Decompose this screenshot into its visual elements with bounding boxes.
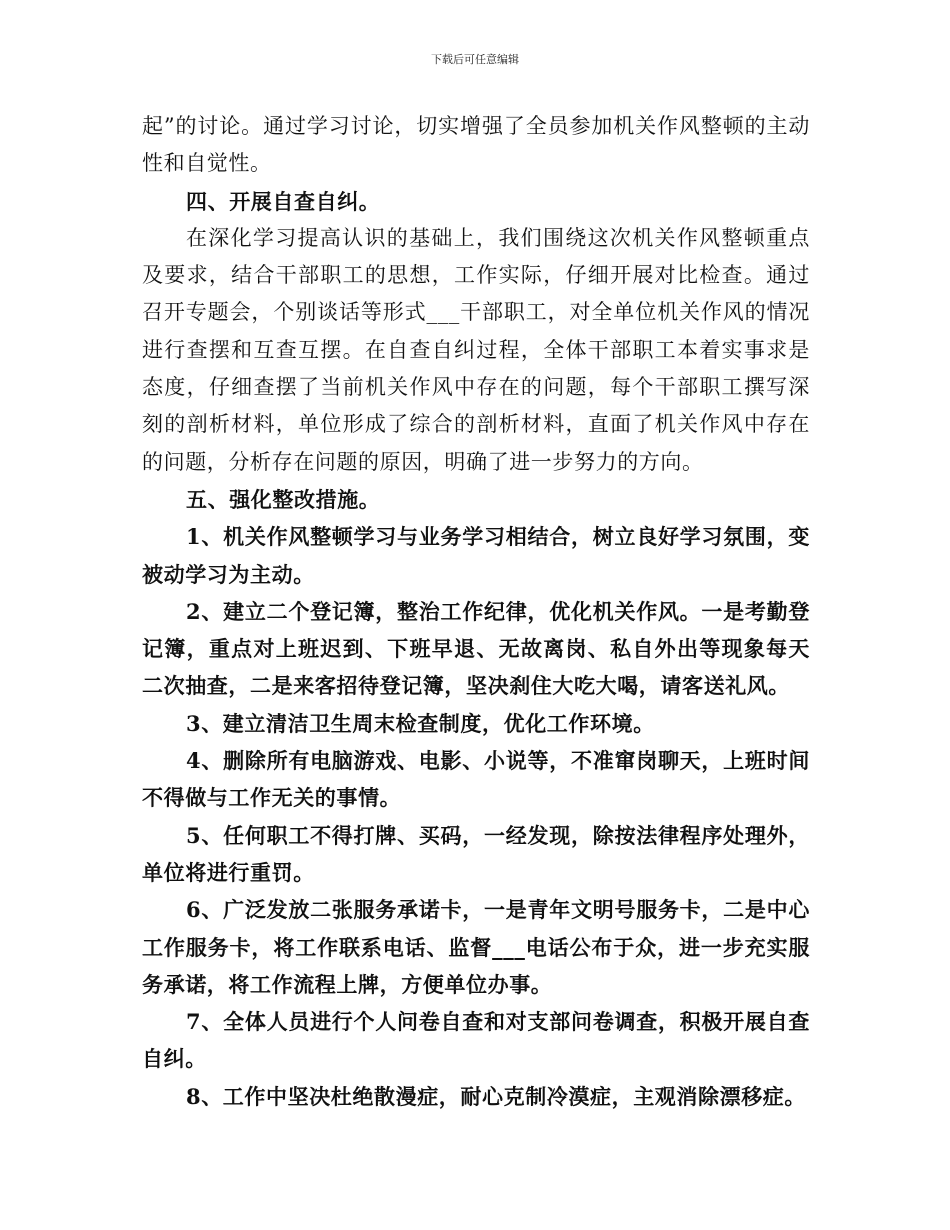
measure-item-8: 8、工作中坚决杜绝散漫症，耐心克制冷漠症，主观消除漂移症。 [186,1083,807,1109]
paragraph-self-inspection: 在深化学习提高认识的基础上，我们围绕这次机关作风整顿重点及要求，结合干部职工的思想，工作实际，仔细开展对比检查。通过召开专题会，个别谈话等形式___干部职工，对全单位机关作风的情况进行查摆和互查互摆。在自查自纠过程，全体干部职工本着实事求是态度，仔细查摆了当前机关作风中存在的问题，每个干部职工撰写深刻的剖析材料，单位形成了综合的剖析材料，直面了机关作风中存在的问题，分析存在问题的原因，明确了进一步努力的方向。 [142,225,810,474]
section-heading-rectification: 五、强化整改措施。 [186,486,381,512]
measure-item-5: 5、任何职工不得打牌、买码，一经发现，除按法律程序处理外，单位将进行重罚。 [142,822,810,885]
measure-item-4: 4、删除所有电脑游戏、电影、小说等，不准窜岗聊天，上班时间不得做与工作无关的事情。 [142,748,810,811]
page-header: 下载后可任意编辑 [431,53,519,66]
measure-item-1: 1、机关作风整顿学习与业务学习相结合，树立良好学习氛围，变被动学习为主动。 [142,524,810,587]
section-heading-self-inspection: 四、开展自查自纠。 [186,188,381,214]
measure-item-6: 6、广泛发放二张服务承诺卡，一是青年文明号服务卡，二是中心工作服务卡，将工作联系电话、监督___电话公布于众，进一步充实服务承诺，将工作流程上牌，方便单位办事。 [142,897,810,997]
document-body [142,108,810,1115]
measure-item-2: 2、建立二个登记簿，整治工作纪律，优化机关作风。一是考勤登记簿，重点对上班迟到、下班早退、无故离岗、私自外出等现象每天二次抽查，二是来客招待登记簿，坚决刹住大吃大喝，请客送礼风。 [142,598,810,699]
measure-item-3: 3、建立清洁卫生周末检查制度，优化工作环境。 [186,710,655,736]
paragraph-continued: 起”的讨论。通过学习讨论，切实增强了全员参加机关作风整顿的主动性和自觉性。 [142,114,810,176]
measure-item-7: 7、全体人员进行个人问卷自查和对支部问卷调查，积极开展自查自纠。 [142,1009,810,1072]
